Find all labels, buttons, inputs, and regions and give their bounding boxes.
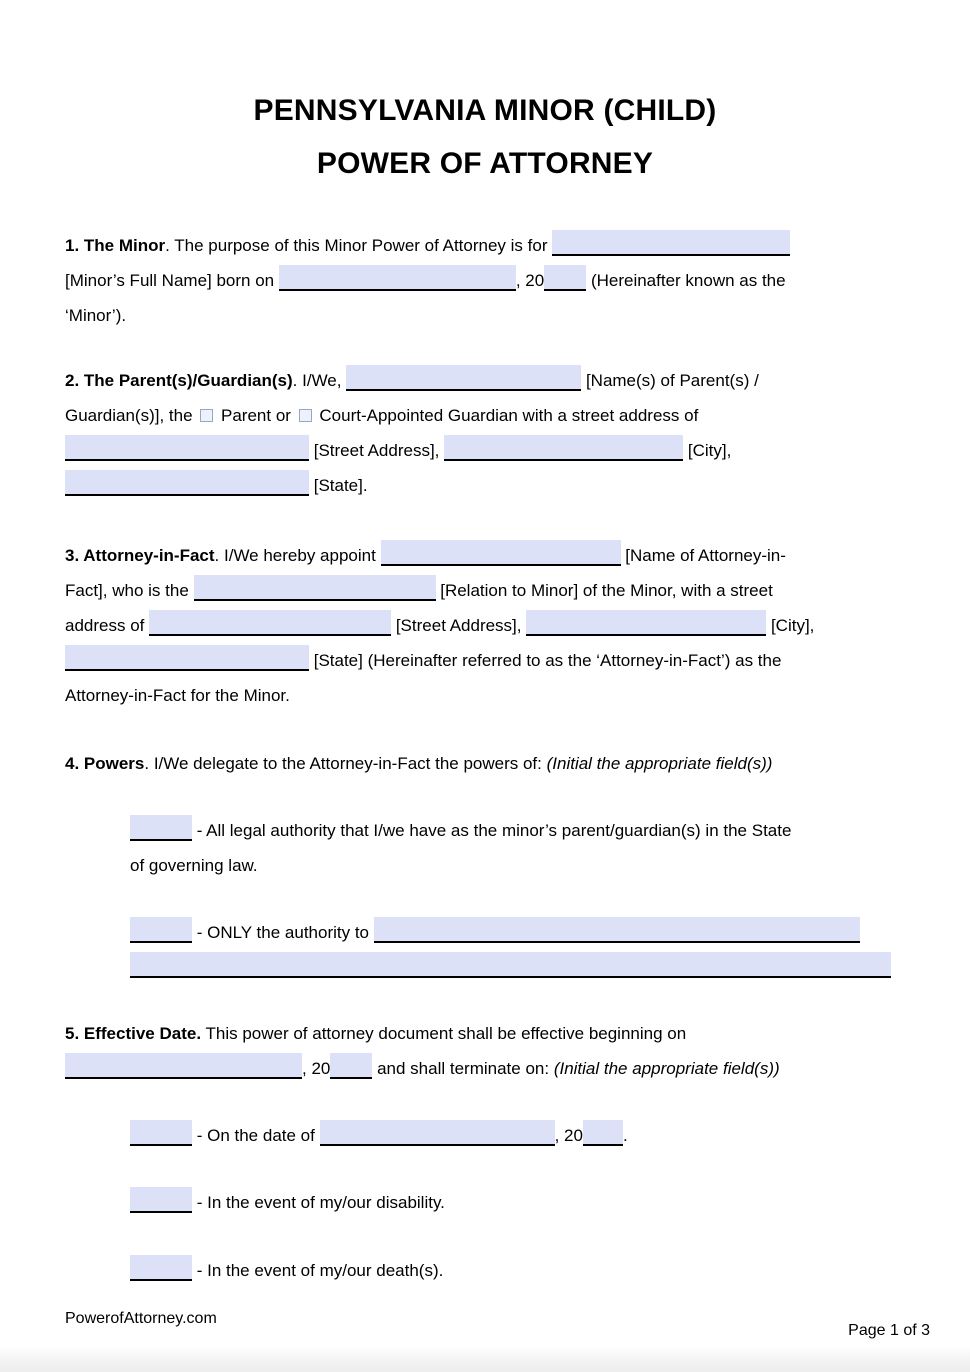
form-line <box>65 468 905 503</box>
parent-state-field[interactable] <box>65 470 309 496</box>
section-terminate-date <box>65 1118 905 1153</box>
parent-city-field[interactable] <box>444 435 683 461</box>
section-attorney <box>65 538 905 713</box>
section-lead: 1. The Minor <box>65 236 166 255</box>
text-run: - ONLY the authority to <box>192 923 374 942</box>
document-header <box>0 0 970 190</box>
minor-birth-year-field[interactable] <box>544 265 586 291</box>
minor-birth-date-field[interactable] <box>279 265 516 291</box>
section-lead: 5. Effective Date. <box>65 1024 202 1043</box>
text-run: - All legal authority that I/we have as the minor’s parent/guardian(s) in the State <box>192 821 792 840</box>
form-line <box>65 746 905 781</box>
form-line <box>65 398 905 433</box>
court-appointed-guardian-checkbox[interactable] <box>299 409 312 422</box>
disability-initials-field[interactable] <box>130 1187 192 1213</box>
section-terminate-death <box>65 1253 905 1288</box>
text-run: - In the event of my/our disability. <box>192 1193 445 1212</box>
form-line <box>65 573 905 608</box>
text-run: [Name(s) of Parent(s) / <box>581 371 759 390</box>
section-powers-all <box>65 813 905 883</box>
form-line <box>65 1051 905 1086</box>
document-title-line1: PENNSYLVANIA MINOR (CHILD) <box>253 94 717 127</box>
terminate-date-initials-field[interactable] <box>130 1120 192 1146</box>
effective-year-field[interactable] <box>330 1053 372 1079</box>
text-run: - In the event of my/our death(s). <box>192 1261 444 1280</box>
text-run: Fact], who is the <box>65 581 194 600</box>
attorney-street-address-field[interactable] <box>149 610 391 636</box>
text-run: (Hereinafter known as the <box>586 271 786 290</box>
form-line <box>65 228 905 263</box>
section-terminate-disability <box>65 1185 905 1220</box>
section-minor <box>65 228 905 333</box>
text-run: [City], <box>683 441 732 460</box>
text-run: This power of attorney document shall be effective beginning on <box>201 1024 687 1043</box>
form-line <box>65 363 905 398</box>
section-lead: 4. Powers <box>65 754 145 773</box>
instruction-note: (Initial the appropriate field(s)) <box>553 1059 780 1078</box>
text-run: Court-Appointed Guardian with a street address of <box>314 406 699 425</box>
text-run: [State]. <box>309 476 368 495</box>
form-line <box>65 263 905 298</box>
attorney-city-field[interactable] <box>526 610 766 636</box>
text-run: - On the date of <box>192 1126 320 1145</box>
text-run: [Relation to Minor] of the Minor, with a street <box>435 581 773 600</box>
minor-full-name-field[interactable] <box>552 230 790 256</box>
text-run: and shall terminate on: <box>372 1059 554 1078</box>
terminate-date-field[interactable] <box>320 1120 555 1146</box>
text-run: address of <box>65 616 150 635</box>
text-run: of governing law. <box>130 856 258 875</box>
text-run: [Name of Attorney-in- <box>620 546 786 565</box>
document-body <box>0 228 970 1288</box>
section-lead: 3. Attorney-in-Fact <box>65 546 215 565</box>
text-run: , 20 <box>554 1126 583 1145</box>
text-run: [Street Address], <box>391 616 527 635</box>
text-run: , 20 <box>302 1059 331 1078</box>
effective-date-field[interactable] <box>65 1053 302 1079</box>
form-line <box>65 433 905 468</box>
terminate-year-field[interactable] <box>583 1120 623 1146</box>
text-run: , 20 <box>515 271 545 290</box>
parent-checkbox[interactable] <box>200 409 213 422</box>
only-authority-field-line1[interactable] <box>374 917 860 943</box>
footer-page-number: Page 1 of 3 <box>848 1322 930 1339</box>
text-run: [Minor’s Full Name] born on <box>65 271 279 290</box>
form-line <box>65 1253 905 1288</box>
powers-only-initials-field[interactable] <box>130 917 192 943</box>
section-powers-intro <box>65 746 905 781</box>
text-run: . <box>622 1126 628 1145</box>
text-run: [State] (Hereinafter referred to as the ‘Attorney-in-Fact’) as the <box>309 651 782 670</box>
form-line <box>65 298 905 333</box>
form-line <box>65 678 905 713</box>
text-run: . The purpose of this Minor Power of Attorney is for <box>165 236 553 255</box>
section-effective <box>65 1016 905 1086</box>
form-line <box>65 1118 905 1153</box>
section-parents <box>65 363 905 503</box>
text-run: Parent or <box>216 406 296 425</box>
text-run: [City], <box>766 616 815 635</box>
attorney-name-field[interactable] <box>381 540 621 566</box>
text-run: . I/We hereby appoint <box>214 546 381 565</box>
form-line <box>65 1016 905 1051</box>
form-line <box>65 848 905 883</box>
form-line <box>65 1185 905 1220</box>
attorney-state-field[interactable] <box>65 645 309 671</box>
parent-names-field[interactable] <box>346 365 581 391</box>
page-edge-shadow <box>0 1346 970 1372</box>
attorney-relation-field[interactable] <box>194 575 436 601</box>
form-line <box>65 915 905 950</box>
text-run: Attorney-in-Fact for the Minor. <box>65 686 290 705</box>
text-run: . I/We, <box>292 371 347 390</box>
text-run: Guardian(s)], the <box>65 406 198 425</box>
death-initials-field[interactable] <box>130 1255 192 1281</box>
text-run: [Street Address], <box>309 441 445 460</box>
document-title-line2: POWER OF ATTORNEY <box>316 147 654 180</box>
only-authority-field-line2[interactable] <box>130 952 891 978</box>
form-line <box>65 813 905 848</box>
text-run: ‘Minor’). <box>65 306 127 325</box>
section-powers-only <box>65 915 905 985</box>
section-lead: 2. The Parent(s)/Guardian(s) <box>65 371 293 390</box>
powers-all-initials-field[interactable] <box>130 815 192 841</box>
form-line <box>65 950 905 985</box>
footer-site-name: PowerofAttorney.com <box>65 1310 217 1327</box>
text-run: . I/We delegate to the Attorney-in-Fact the powers of: <box>144 754 547 773</box>
form-line <box>65 608 905 643</box>
parent-street-address-field[interactable] <box>65 435 309 461</box>
form-line <box>65 538 905 573</box>
form-line <box>65 643 905 678</box>
instruction-note: (Initial the appropriate field(s)) <box>546 754 773 773</box>
